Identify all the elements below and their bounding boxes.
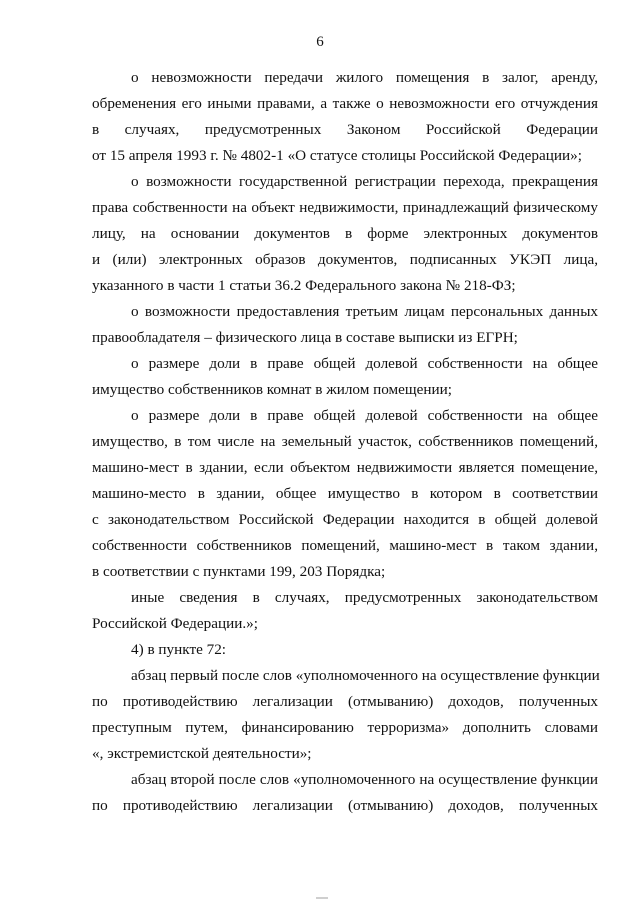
scan-artifact bbox=[316, 897, 328, 899]
text-line: иные сведения в случаях, предусмотренных законодательством bbox=[131, 589, 598, 606]
text-line: и (или) электронных образов документов, подписанных УКЭП лица, bbox=[92, 251, 598, 268]
text-line: 4) в пункте 72: bbox=[131, 641, 227, 658]
text-line: в случаях, предусмотренных Законом Российской Федерации bbox=[92, 121, 598, 138]
text-line: Российской Федерации.»; bbox=[92, 615, 258, 632]
text-line: обременения его иными правами, а также о невозможности его отчуждения bbox=[92, 95, 598, 112]
text-line: в соответствии с пунктами 199, 203 Порядка; bbox=[92, 563, 386, 580]
text-line: о размере доли в праве общей долевой собственности на общее bbox=[131, 407, 598, 424]
text-line: абзац второй после слов «уполномоченного на осуществление функции bbox=[131, 771, 598, 788]
text-line: «, экстремистской деятельности»; bbox=[92, 745, 312, 762]
text-line: права собственности на объект недвижимости, принадлежащий физическому bbox=[92, 199, 598, 216]
text-line: имущество, в том числе на земельный участок, собственников помещений, bbox=[92, 433, 598, 450]
text-line: лицу, на основании документов в форме электронных документов bbox=[92, 225, 598, 242]
text-line: имущество собственников комнат в жилом помещении; bbox=[92, 381, 452, 398]
text-line: с законодательством Российской Федерации находится в общей долевой bbox=[92, 511, 598, 528]
page-number: 6 bbox=[316, 34, 324, 50]
text-line: о возможности предоставления третьим лицам персональных данных bbox=[131, 303, 598, 320]
text-line: о невозможности передачи жилого помещения в залог, аренду, bbox=[131, 69, 598, 86]
text-line: собственности собственников помещений, машино-мест в таком здании, bbox=[92, 537, 598, 554]
text-line: по противодействию легализации (отмыванию) доходов, полученных bbox=[92, 797, 598, 814]
text-line: абзац первый после слов «уполномоченного на осуществление функции bbox=[131, 667, 600, 684]
text-line: по противодействию легализации (отмыванию) доходов, полученных bbox=[92, 693, 598, 710]
text-line: машино-место в здании, общее имущество в котором в соответствии bbox=[92, 485, 598, 502]
text-line: преступным путем, финансированию терроризма» дополнить словами bbox=[92, 719, 598, 736]
text-line: о возможности государственной регистрации перехода, прекращения bbox=[131, 173, 598, 190]
text-line: указанного в части 1 статьи 36.2 Федерального закона № 218-ФЗ; bbox=[92, 277, 516, 294]
text-line: от 15 апреля 1993 г. № 4802-1 «О статусе столицы Российской Федерации»; bbox=[92, 147, 582, 164]
text-line: правообладателя – физического лица в составе выписки из ЕГРН; bbox=[92, 329, 518, 346]
text-line: машино-мест в здании, если объектом недвижимости является помещение, bbox=[92, 459, 598, 476]
text-line: о размере доли в праве общей долевой собственности на общее bbox=[131, 355, 598, 372]
